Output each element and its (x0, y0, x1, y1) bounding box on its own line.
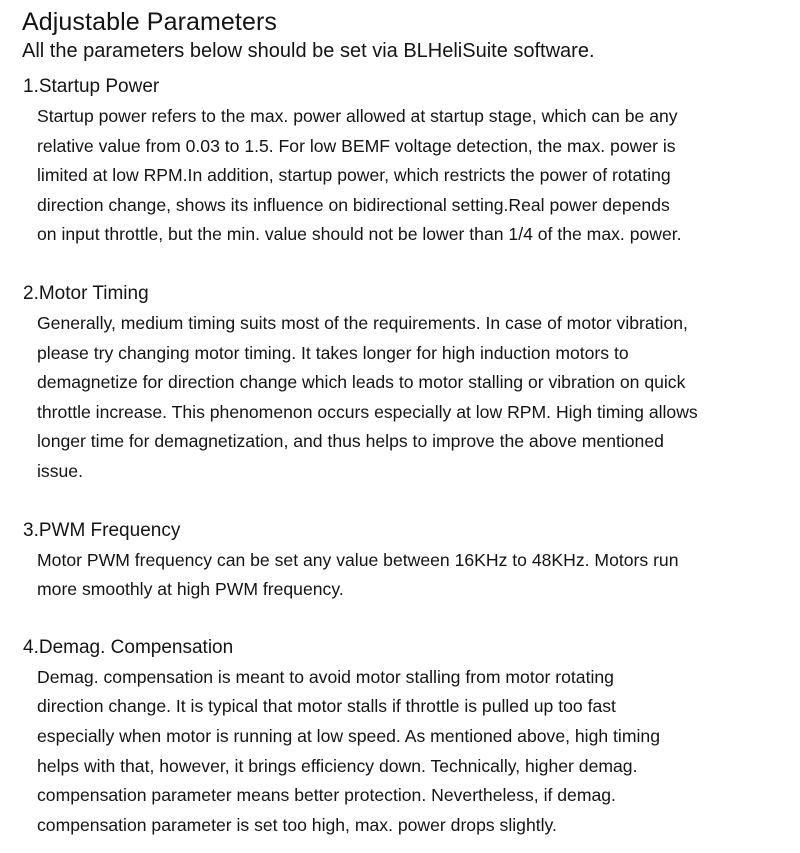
document-title: Adjustable Parameters (22, 8, 278, 36)
section-motor-timing (22, 279, 800, 487)
section-heading: 2.Motor Timing (23, 282, 149, 304)
text-line: helps with that, however, it brings efficiency down. Technically, higher demag. (37, 755, 638, 776)
section-body (22, 546, 787, 605)
text-line: especially when motor is running at low speed. As mentioned above, high timing (37, 725, 660, 746)
text-line: direction change, shows its influence on bidirectional setting.Real power depends (37, 194, 670, 215)
text-line: direction change. It is typical that motor stalls if throttle is pulled up too fast (37, 696, 616, 717)
text-line: Startup power refers to the max. power allowed at startup stage, which can be any (37, 106, 678, 126)
text-line: compensation parameter means better protection. Nevertheless, if demag. (37, 785, 616, 806)
section-body (22, 102, 787, 250)
text-line: more smoothly at high PWM frequency. (37, 579, 344, 600)
section-startup-power (22, 72, 800, 250)
section-spacer (22, 487, 800, 516)
text-line: Demag. compensation is meant to avoid motor stalling from motor rotating (37, 666, 614, 687)
section-demag-compensation (22, 633, 800, 841)
text-line: issue. (37, 460, 83, 481)
section-heading: 3.PWM Frequency (23, 519, 181, 541)
section-pwm-frequency (22, 516, 800, 605)
section-heading: 1.Startup Power (23, 76, 160, 97)
document-subtitle: All the parameters below should be set via BLHeliSuite software. (22, 40, 595, 62)
text-line: please try changing motor timing. It takes longer for high induction motors to (37, 342, 629, 363)
section-spacer (22, 250, 800, 279)
section-spacer (22, 605, 800, 633)
section-body (22, 663, 787, 841)
text-line: longer time for demagnetization, and thus helps to improve the above mentioned (37, 431, 664, 452)
section-heading: 4.Demag. Compensation (23, 636, 234, 658)
text-line: Generally, medium timing suits most of the requirements. In case of motor vibration, (37, 312, 688, 333)
text-line: throttle increase. This phenomenon occurs especially at low RPM. High timing allows (37, 401, 698, 422)
text-line: demagnetize for direction change which leads to motor stalling or vibration on quick (37, 372, 686, 393)
text-line: on input throttle, but the min. value should not be lower than 1/4 of the max. power. (37, 224, 682, 245)
text-line: compensation parameter is set too high, max. power drops slightly. (37, 814, 557, 835)
text-line: relative value from 0.03 to 1.5. For low BEMF voltage detection, the max. power is (37, 135, 676, 156)
text-line: limited at low RPM.In addition, startup power, which restricts the power of rotating (37, 165, 671, 186)
section-body (22, 309, 787, 487)
text-line: Motor PWM frequency can be set any value between 16KHz to 48KHz. Motors run (37, 549, 679, 570)
